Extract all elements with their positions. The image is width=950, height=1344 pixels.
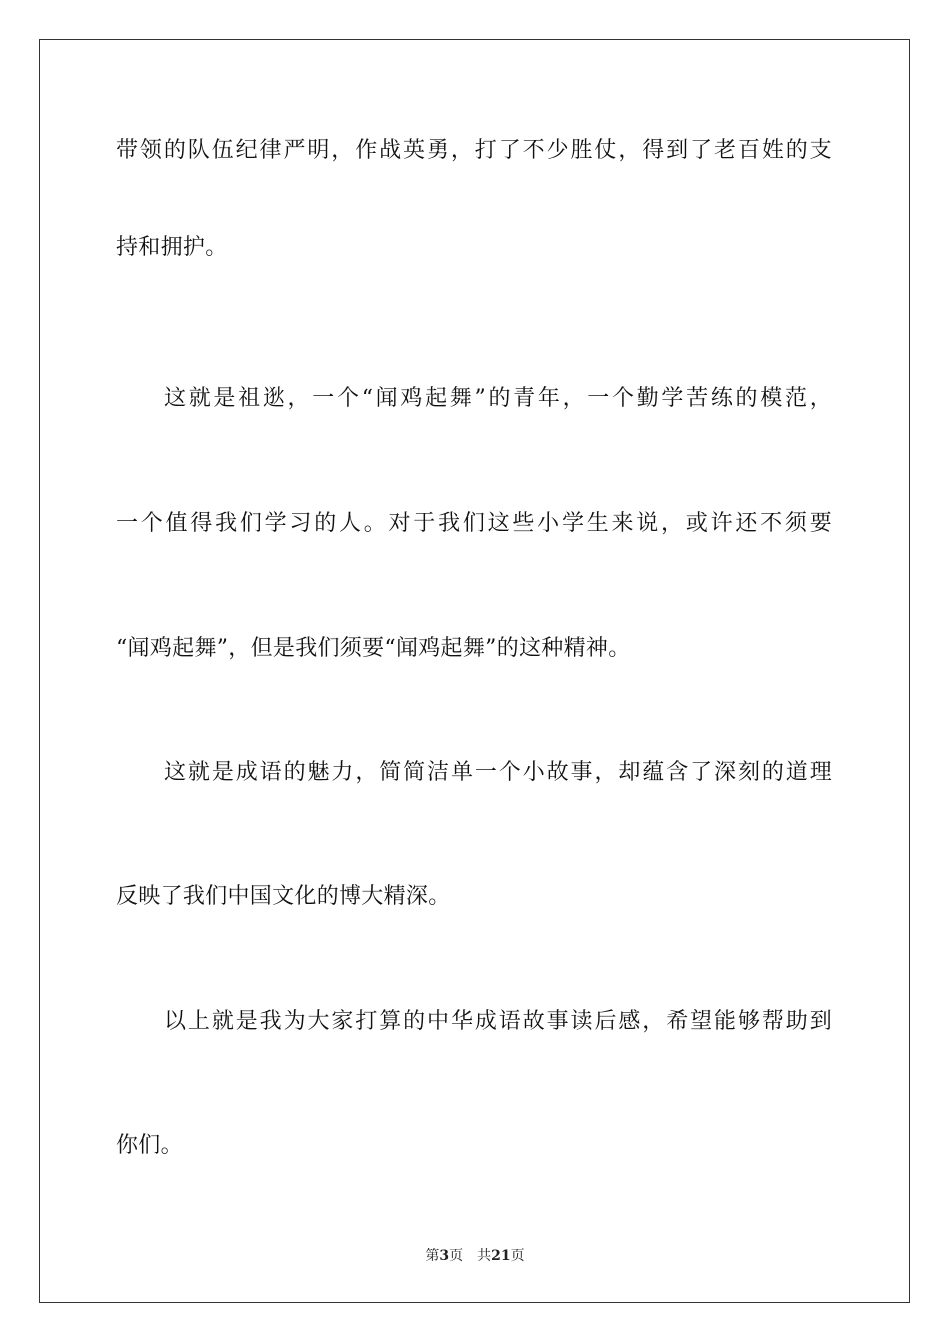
body-line-2: 持和拥护。: [116, 235, 228, 260]
page-footer: [0, 1247, 950, 1265]
body-line-5: “闻鸡起舞”，但是我们须要“闻鸡起舞”的这种精神。: [116, 636, 631, 661]
body-line-3: 这就是祖逖，一个“闻鸡起舞”的青年，一个勤学苦练的模范，: [164, 386, 832, 411]
body-line-8: 以上就是我为大家打算的中华成语故事读后感，希望能够帮助到: [164, 1009, 832, 1034]
body-line-1: 带领的队伍纪律严明，作战英勇，打了不少胜仗，得到了老百姓的支: [116, 138, 832, 163]
footer-total-suffix: 页: [510, 1248, 525, 1264]
body-line-7: 反映了我们中国文化的博大精深。: [116, 884, 451, 909]
body-line-4: 一个值得我们学习的人。对于我们这些小学生来说，或许还不须要: [116, 511, 832, 536]
footer-page-prefix: 第: [425, 1248, 440, 1264]
footer-page-current: 3: [439, 1248, 450, 1264]
body-line-9: 你们。: [116, 1133, 183, 1158]
footer-page-suffix: 页: [449, 1248, 464, 1264]
body-line-6: 这就是成语的魅力，简简洁单一个小故事，却蕴含了深刻的道理: [164, 760, 832, 785]
page-frame: [39, 39, 910, 1303]
footer-total-prefix: 共: [477, 1248, 492, 1264]
footer-total-pages: 21: [491, 1248, 511, 1264]
